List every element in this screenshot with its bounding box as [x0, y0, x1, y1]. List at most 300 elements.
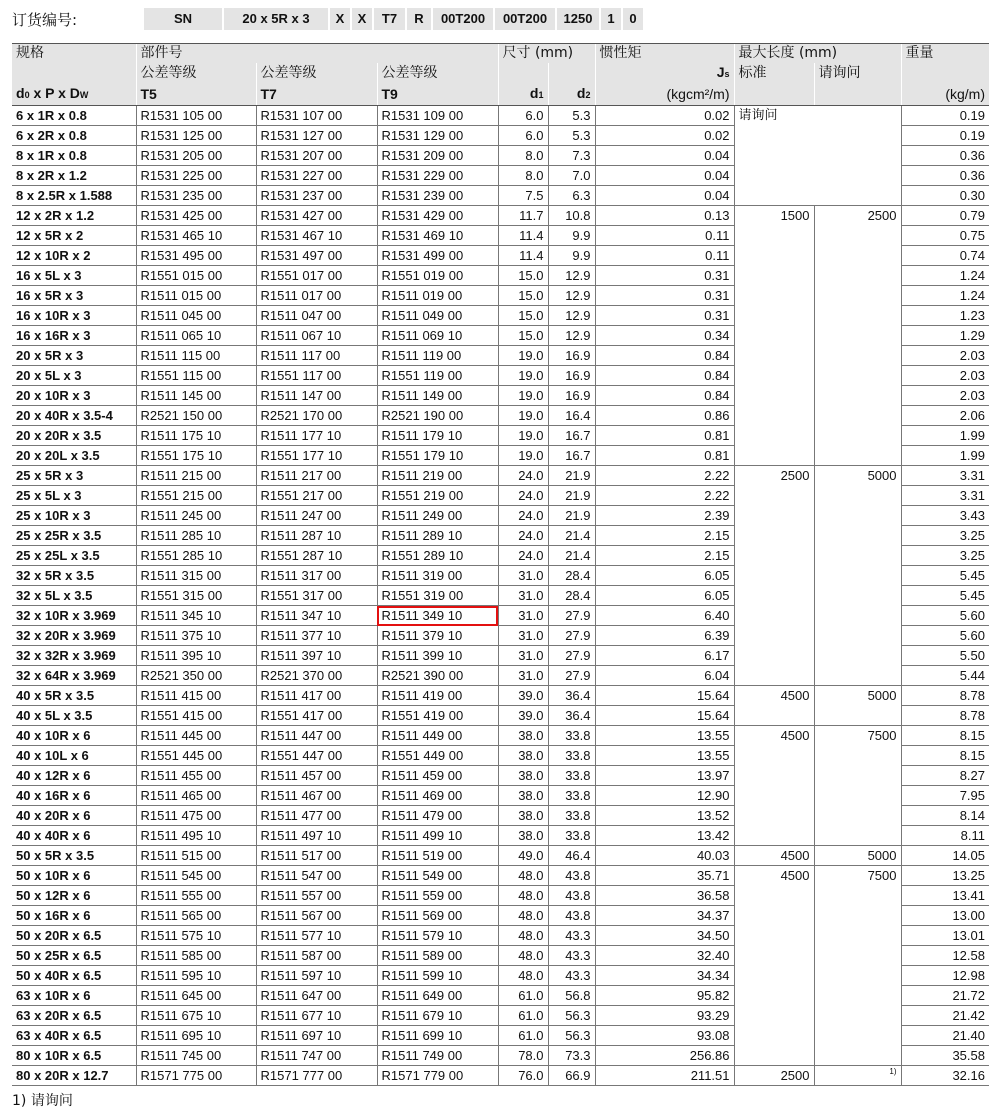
cell-d2: 56.3	[548, 1006, 595, 1026]
cell-d1: 48.0	[498, 966, 548, 986]
cell-length-request: 5000	[814, 686, 901, 726]
order-code-label: 订货编号:	[12, 10, 78, 29]
cell-size: 16 x 5R x 3	[12, 286, 136, 306]
cell-size: 50 x 5R x 3.5	[12, 846, 136, 866]
header-d1: d1	[498, 84, 548, 106]
cell-length-note: 请询问	[734, 106, 901, 206]
cell-part-t9: R1511 249 00	[377, 506, 498, 526]
cell-size: 63 x 20R x 6.5	[12, 1006, 136, 1026]
header-tol-t7: 公差等级	[256, 63, 377, 84]
header-js: Js	[595, 63, 734, 84]
cell-part-t9: R1511 119 00	[377, 346, 498, 366]
cell-d1: 15.0	[498, 306, 548, 326]
cell-part-t7: R1511 447 00	[256, 726, 377, 746]
cell-d1: 48.0	[498, 866, 548, 886]
cell-inertia: 0.31	[595, 286, 734, 306]
cell-d1: 31.0	[498, 606, 548, 626]
cell-part-t7: R1551 287 10	[256, 546, 377, 566]
order-code-cell: SN	[144, 8, 222, 30]
cell-inertia: 0.84	[595, 386, 734, 406]
order-code-cell: X	[330, 8, 350, 30]
cell-part-t5: R1511 645 00	[136, 986, 256, 1006]
cell-part-t5: R1531 205 00	[136, 146, 256, 166]
cell-d1: 24.0	[498, 486, 548, 506]
cell-inertia: 6.40	[595, 606, 734, 626]
cell-part-t9: R1571 779 00	[377, 1066, 498, 1086]
cell-inertia: 93.08	[595, 1026, 734, 1046]
cell-inertia: 0.04	[595, 146, 734, 166]
cell-part-t7: R1531 237 00	[256, 186, 377, 206]
cell-inertia: 211.51	[595, 1066, 734, 1086]
header-t5: T5	[136, 84, 256, 106]
cell-part-t5: R1511 575 10	[136, 926, 256, 946]
cell-part-t5: R1511 285 10	[136, 526, 256, 546]
cell-d1: 24.0	[498, 506, 548, 526]
cell-size: 32 x 5R x 3.5	[12, 566, 136, 586]
cell-weight: 5.44	[901, 666, 989, 686]
cell-weight: 8.78	[901, 706, 989, 726]
cell-d1: 11.4	[498, 226, 548, 246]
header-weight-unit: (kg/m)	[901, 84, 989, 106]
cell-part-t7: R1511 597 10	[256, 966, 377, 986]
cell-part-t9: R1551 219 00	[377, 486, 498, 506]
cell-inertia: 36.58	[595, 886, 734, 906]
cell-weight: 13.25	[901, 866, 989, 886]
cell-weight: 0.36	[901, 146, 989, 166]
cell-size: 8 x 1R x 0.8	[12, 146, 136, 166]
cell-part-t7: R1511 577 10	[256, 926, 377, 946]
cell-d1: 19.0	[498, 346, 548, 366]
cell-d1: 19.0	[498, 446, 548, 466]
cell-part-t5: R1531 465 10	[136, 226, 256, 246]
cell-part-t5: R1511 585 00	[136, 946, 256, 966]
cell-size: 40 x 10R x 6	[12, 726, 136, 746]
cell-size: 63 x 10R x 6	[12, 986, 136, 1006]
table-row	[12, 1066, 989, 1086]
header-blank	[548, 63, 595, 84]
cell-size: 12 x 5R x 2	[12, 226, 136, 246]
cell-weight: 8.11	[901, 826, 989, 846]
header-weight: 重量	[901, 44, 989, 64]
cell-d1: 11.4	[498, 246, 548, 266]
cell-length-standard: 2500	[734, 466, 814, 686]
cell-part-t7: R1511 547 00	[256, 866, 377, 886]
table-row	[12, 726, 989, 746]
cell-d2: 21.9	[548, 486, 595, 506]
cell-d2: 28.4	[548, 566, 595, 586]
cell-weight: 0.75	[901, 226, 989, 246]
cell-part-t5: R1511 375 10	[136, 626, 256, 646]
cell-part-t5: R1511 475 00	[136, 806, 256, 826]
cell-size: 20 x 20L x 3.5	[12, 446, 136, 466]
cell-d1: 48.0	[498, 906, 548, 926]
cell-d1: 78.0	[498, 1046, 548, 1066]
cell-part-t7: R1551 117 00	[256, 366, 377, 386]
cell-d2: 12.9	[548, 306, 595, 326]
header-t9: T9	[377, 84, 498, 106]
cell-part-t5: R1571 775 00	[136, 1066, 256, 1086]
cell-d2: 16.9	[548, 366, 595, 386]
cell-part-t7: R1531 227 00	[256, 166, 377, 186]
cell-part-t5: R1531 125 00	[136, 126, 256, 146]
cell-length-standard: 4500	[734, 686, 814, 726]
cell-size: 16 x 10R x 3	[12, 306, 136, 326]
cell-inertia: 0.31	[595, 306, 734, 326]
cell-part-t5: R1511 745 00	[136, 1046, 256, 1066]
cell-part-t5: R1511 045 00	[136, 306, 256, 326]
cell-d1: 19.0	[498, 386, 548, 406]
header-size: 规格	[12, 44, 136, 64]
cell-inertia: 34.37	[595, 906, 734, 926]
table-row	[12, 866, 989, 886]
cell-weight: 3.31	[901, 486, 989, 506]
cell-inertia: 0.11	[595, 246, 734, 266]
cell-size: 25 x 5L x 3	[12, 486, 136, 506]
cell-part-t9: R1511 419 00	[377, 686, 498, 706]
cell-part-t7: R1511 397 10	[256, 646, 377, 666]
cell-part-t7: R1511 457 00	[256, 766, 377, 786]
cell-size: 25 x 25L x 3.5	[12, 546, 136, 566]
cell-part-t9: R1511 649 00	[377, 986, 498, 1006]
cell-weight: 21.42	[901, 1006, 989, 1026]
cell-weight: 2.03	[901, 386, 989, 406]
cell-part-t7: R1551 177 10	[256, 446, 377, 466]
cell-size: 50 x 40R x 6.5	[12, 966, 136, 986]
cell-part-t5: R1551 215 00	[136, 486, 256, 506]
cell-inertia: 13.55	[595, 746, 734, 766]
cell-d2: 43.8	[548, 866, 595, 886]
cell-part-t9: R1511 179 10	[377, 426, 498, 446]
cell-part-t5: R1511 245 00	[136, 506, 256, 526]
cell-weight: 0.30	[901, 186, 989, 206]
cell-part-t5: R2521 150 00	[136, 406, 256, 426]
cell-length-request: 5000	[814, 846, 901, 866]
cell-d2: 27.9	[548, 646, 595, 666]
cell-d2: 10.8	[548, 206, 595, 226]
header-tol-t5: 公差等级	[136, 63, 256, 84]
cell-part-t9: R1511 289 10	[377, 526, 498, 546]
cell-part-t5: R1551 315 00	[136, 586, 256, 606]
cell-part-t5: R1511 415 00	[136, 686, 256, 706]
cell-size: 25 x 10R x 3	[12, 506, 136, 526]
order-code-cell: 20 x 5R x 3	[224, 8, 328, 30]
cell-part-t5: R1551 415 00	[136, 706, 256, 726]
cell-d2: 21.4	[548, 546, 595, 566]
cell-size: 20 x 5L x 3	[12, 366, 136, 386]
cell-inertia: 0.81	[595, 446, 734, 466]
cell-d2: 33.8	[548, 726, 595, 746]
cell-part-t5: R1531 235 00	[136, 186, 256, 206]
cell-inertia: 2.22	[595, 466, 734, 486]
table-row	[12, 206, 989, 226]
cell-d2: 36.4	[548, 706, 595, 726]
cell-part-t7: R1511 067 10	[256, 326, 377, 346]
cell-d2: 16.7	[548, 446, 595, 466]
cell-size: 20 x 5R x 3	[12, 346, 136, 366]
cell-size: 6 x 2R x 0.8	[12, 126, 136, 146]
cell-d1: 38.0	[498, 726, 548, 746]
cell-part-t9: R1511 499 10	[377, 826, 498, 846]
cell-part-t7: R1571 777 00	[256, 1066, 377, 1086]
cell-size: 40 x 16R x 6	[12, 786, 136, 806]
cell-weight: 1.29	[901, 326, 989, 346]
cell-part-t9: R1531 239 00	[377, 186, 498, 206]
cell-weight: 12.58	[901, 946, 989, 966]
cell-d1: 24.0	[498, 466, 548, 486]
cell-part-t9: R1551 319 00	[377, 586, 498, 606]
order-code-cells	[144, 8, 645, 30]
cell-weight: 0.79	[901, 206, 989, 226]
table-row	[12, 466, 989, 486]
cell-inertia: 95.82	[595, 986, 734, 1006]
cell-inertia: 13.97	[595, 766, 734, 786]
cell-d1: 76.0	[498, 1066, 548, 1086]
header-row-3	[12, 84, 989, 106]
header-inertia: 惯性矩	[595, 44, 734, 64]
cell-part-t5: R2521 350 00	[136, 666, 256, 686]
cell-weight: 1.24	[901, 266, 989, 286]
cell-part-t7: R1531 127 00	[256, 126, 377, 146]
cell-part-t7: R1511 147 00	[256, 386, 377, 406]
cell-part-t9: R1511 679 10	[377, 1006, 498, 1026]
cell-weight: 1.23	[901, 306, 989, 326]
cell-weight: 0.74	[901, 246, 989, 266]
cell-part-t7: R1511 647 00	[256, 986, 377, 1006]
cell-size: 50 x 16R x 6	[12, 906, 136, 926]
cell-part-t7: R1511 317 00	[256, 566, 377, 586]
cell-part-t7: R1531 107 00	[256, 106, 377, 126]
cell-part-t9: R1551 449 00	[377, 746, 498, 766]
cell-part-t9: R1511 319 00	[377, 566, 498, 586]
cell-d2: 43.8	[548, 886, 595, 906]
cell-weight: 8.15	[901, 726, 989, 746]
cell-part-t7: R2521 170 00	[256, 406, 377, 426]
cell-weight: 14.05	[901, 846, 989, 866]
cell-inertia: 0.02	[595, 106, 734, 126]
cell-d2: 9.9	[548, 226, 595, 246]
cell-d2: 6.3	[548, 186, 595, 206]
cell-size: 40 x 5L x 3.5	[12, 706, 136, 726]
cell-d1: 15.0	[498, 326, 548, 346]
cell-part-t5: R1531 425 00	[136, 206, 256, 226]
specification-table	[12, 43, 989, 1086]
cell-inertia: 32.40	[595, 946, 734, 966]
cell-part-t5: R1511 465 00	[136, 786, 256, 806]
footnote: 1) 请询问	[12, 1093, 73, 1109]
cell-part-t9: R1511 589 00	[377, 946, 498, 966]
cell-inertia: 34.34	[595, 966, 734, 986]
cell-weight: 8.27	[901, 766, 989, 786]
cell-d1: 38.0	[498, 806, 548, 826]
cell-part-t9: R1531 129 00	[377, 126, 498, 146]
cell-d2: 16.9	[548, 346, 595, 366]
cell-inertia: 2.15	[595, 526, 734, 546]
cell-part-t9: R1531 229 00	[377, 166, 498, 186]
cell-size: 6 x 1R x 0.8	[12, 106, 136, 126]
cell-part-t7: R1511 697 10	[256, 1026, 377, 1046]
cell-part-t9: R1511 569 00	[377, 906, 498, 926]
cell-inertia: 2.22	[595, 486, 734, 506]
order-code-cell: T7	[374, 8, 405, 30]
cell-part-t5: R1511 595 10	[136, 966, 256, 986]
cell-inertia: 2.15	[595, 546, 734, 566]
order-code-cell: 0	[623, 8, 643, 30]
cell-inertia: 0.31	[595, 266, 734, 286]
cell-part-t5: R1511 215 00	[136, 466, 256, 486]
table-row	[12, 686, 989, 706]
cell-size: 20 x 20R x 3.5	[12, 426, 136, 446]
cell-weight: 5.45	[901, 586, 989, 606]
cell-d1: 38.0	[498, 746, 548, 766]
cell-part-t9: R1511 549 00	[377, 866, 498, 886]
cell-length-request: 7500	[814, 726, 901, 846]
cell-d1: 31.0	[498, 626, 548, 646]
cell-d1: 6.0	[498, 126, 548, 146]
cell-size: 80 x 10R x 6.5	[12, 1046, 136, 1066]
cell-part-t9: R2521 190 00	[377, 406, 498, 426]
cell-d1: 11.7	[498, 206, 548, 226]
cell-part-t9: R1511 049 00	[377, 306, 498, 326]
cell-length-standard: 4500	[734, 846, 814, 866]
cell-part-t7: R1511 587 00	[256, 946, 377, 966]
cell-inertia: 256.86	[595, 1046, 734, 1066]
cell-length-request: 7500	[814, 866, 901, 1066]
cell-part-t9: R1511 469 00	[377, 786, 498, 806]
cell-size: 12 x 2R x 1.2	[12, 206, 136, 226]
header-row-2	[12, 63, 989, 84]
cell-size: 40 x 40R x 6	[12, 826, 136, 846]
cell-part-t5: R1511 145 00	[136, 386, 256, 406]
cell-d2: 33.8	[548, 746, 595, 766]
cell-d2: 12.9	[548, 266, 595, 286]
cell-weight: 21.72	[901, 986, 989, 1006]
cell-part-t9: R1511 749 00	[377, 1046, 498, 1066]
cell-part-t9: R1511 699 10	[377, 1026, 498, 1046]
cell-inertia: 0.86	[595, 406, 734, 426]
cell-d2: 21.9	[548, 466, 595, 486]
cell-part-t7: R1531 467 10	[256, 226, 377, 246]
cell-part-t9: R1551 019 00	[377, 266, 498, 286]
cell-part-t5: R1531 495 00	[136, 246, 256, 266]
cell-part-t5: R1511 345 10	[136, 606, 256, 626]
cell-inertia: 12.90	[595, 786, 734, 806]
header-blank	[734, 84, 814, 106]
header-max-length: 最大长度 (mm)	[734, 44, 901, 64]
cell-size: 40 x 10L x 6	[12, 746, 136, 766]
cell-size: 40 x 20R x 6	[12, 806, 136, 826]
cell-part-t9: R1551 419 00	[377, 706, 498, 726]
cell-part-t7: R1551 217 00	[256, 486, 377, 506]
cell-part-t9: R2521 390 00	[377, 666, 498, 686]
header-tol-t9: 公差等级	[377, 63, 498, 84]
cell-weight: 21.40	[901, 1026, 989, 1046]
cell-part-t7: R1511 347 10	[256, 606, 377, 626]
cell-inertia: 6.04	[595, 666, 734, 686]
cell-d2: 66.9	[548, 1066, 595, 1086]
cell-d1: 61.0	[498, 986, 548, 1006]
cell-inertia: 93.29	[595, 1006, 734, 1026]
cell-weight: 0.36	[901, 166, 989, 186]
cell-d2: 27.9	[548, 626, 595, 646]
cell-weight: 8.15	[901, 746, 989, 766]
cell-part-t7: R2521 370 00	[256, 666, 377, 686]
cell-part-t9: R1511 379 10	[377, 626, 498, 646]
cell-part-t7: R1511 567 00	[256, 906, 377, 926]
cell-weight: 32.16	[901, 1066, 989, 1086]
cell-weight: 3.31	[901, 466, 989, 486]
cell-size: 50 x 25R x 6.5	[12, 946, 136, 966]
cell-part-t9: R1511 219 00	[377, 466, 498, 486]
cell-inertia: 35.71	[595, 866, 734, 886]
cell-weight: 0.19	[901, 126, 989, 146]
table-row	[12, 846, 989, 866]
cell-weight: 1.99	[901, 426, 989, 446]
header-dims: 尺寸 (mm)	[498, 44, 595, 64]
cell-d2: 16.7	[548, 426, 595, 446]
header-inertia-unit: (kgcm²/m)	[595, 84, 734, 106]
cell-part-t5: R1551 175 10	[136, 446, 256, 466]
cell-weight: 3.43	[901, 506, 989, 526]
cell-d2: 43.3	[548, 966, 595, 986]
cell-inertia: 0.04	[595, 166, 734, 186]
cell-part-t7: R1511 557 00	[256, 886, 377, 906]
cell-inertia: 13.55	[595, 726, 734, 746]
order-code-cell: 00T200	[495, 8, 555, 30]
cell-d1: 24.0	[498, 546, 548, 566]
cell-size: 8 x 2R x 1.2	[12, 166, 136, 186]
cell-part-t9: R1511 449 00	[377, 726, 498, 746]
header-on-request: 请询问	[814, 63, 901, 84]
cell-d2: 21.4	[548, 526, 595, 546]
cell-part-t7: R1511 017 00	[256, 286, 377, 306]
cell-d2: 43.3	[548, 946, 595, 966]
cell-part-t7: R1511 517 00	[256, 846, 377, 866]
cell-d2: 56.3	[548, 1026, 595, 1046]
cell-part-t7: R1511 747 00	[256, 1046, 377, 1066]
cell-d1: 19.0	[498, 406, 548, 426]
cell-d2: 12.9	[548, 326, 595, 346]
header-part-no: 部件号	[136, 44, 498, 64]
cell-size: 25 x 5R x 3	[12, 466, 136, 486]
cell-part-t5: R1511 695 10	[136, 1026, 256, 1046]
cell-d1: 31.0	[498, 586, 548, 606]
cell-part-t5: R1531 225 00	[136, 166, 256, 186]
cell-d2: 46.4	[548, 846, 595, 866]
cell-size: 25 x 25R x 3.5	[12, 526, 136, 546]
cell-part-t7: R1551 417 00	[256, 706, 377, 726]
cell-d1: 24.0	[498, 526, 548, 546]
cell-part-t7: R1531 207 00	[256, 146, 377, 166]
cell-d2: 43.8	[548, 906, 595, 926]
cell-d1: 48.0	[498, 926, 548, 946]
cell-part-t5: R1511 395 10	[136, 646, 256, 666]
cell-inertia: 2.39	[595, 506, 734, 526]
cell-part-t7: R1511 287 10	[256, 526, 377, 546]
table-body	[12, 106, 989, 1086]
cell-inertia: 0.81	[595, 426, 734, 446]
cell-part-t9: R1511 519 00	[377, 846, 498, 866]
cell-d1: 15.0	[498, 286, 548, 306]
cell-part-t7: R1551 447 00	[256, 746, 377, 766]
cell-part-t5: R1511 675 10	[136, 1006, 256, 1026]
cell-d1: 39.0	[498, 686, 548, 706]
cell-d1: 48.0	[498, 946, 548, 966]
cell-weight: 5.60	[901, 606, 989, 626]
cell-size: 16 x 16R x 3	[12, 326, 136, 346]
cell-size: 50 x 12R x 6	[12, 886, 136, 906]
cell-part-t9: R1511 399 10	[377, 646, 498, 666]
cell-d1: 15.0	[498, 266, 548, 286]
